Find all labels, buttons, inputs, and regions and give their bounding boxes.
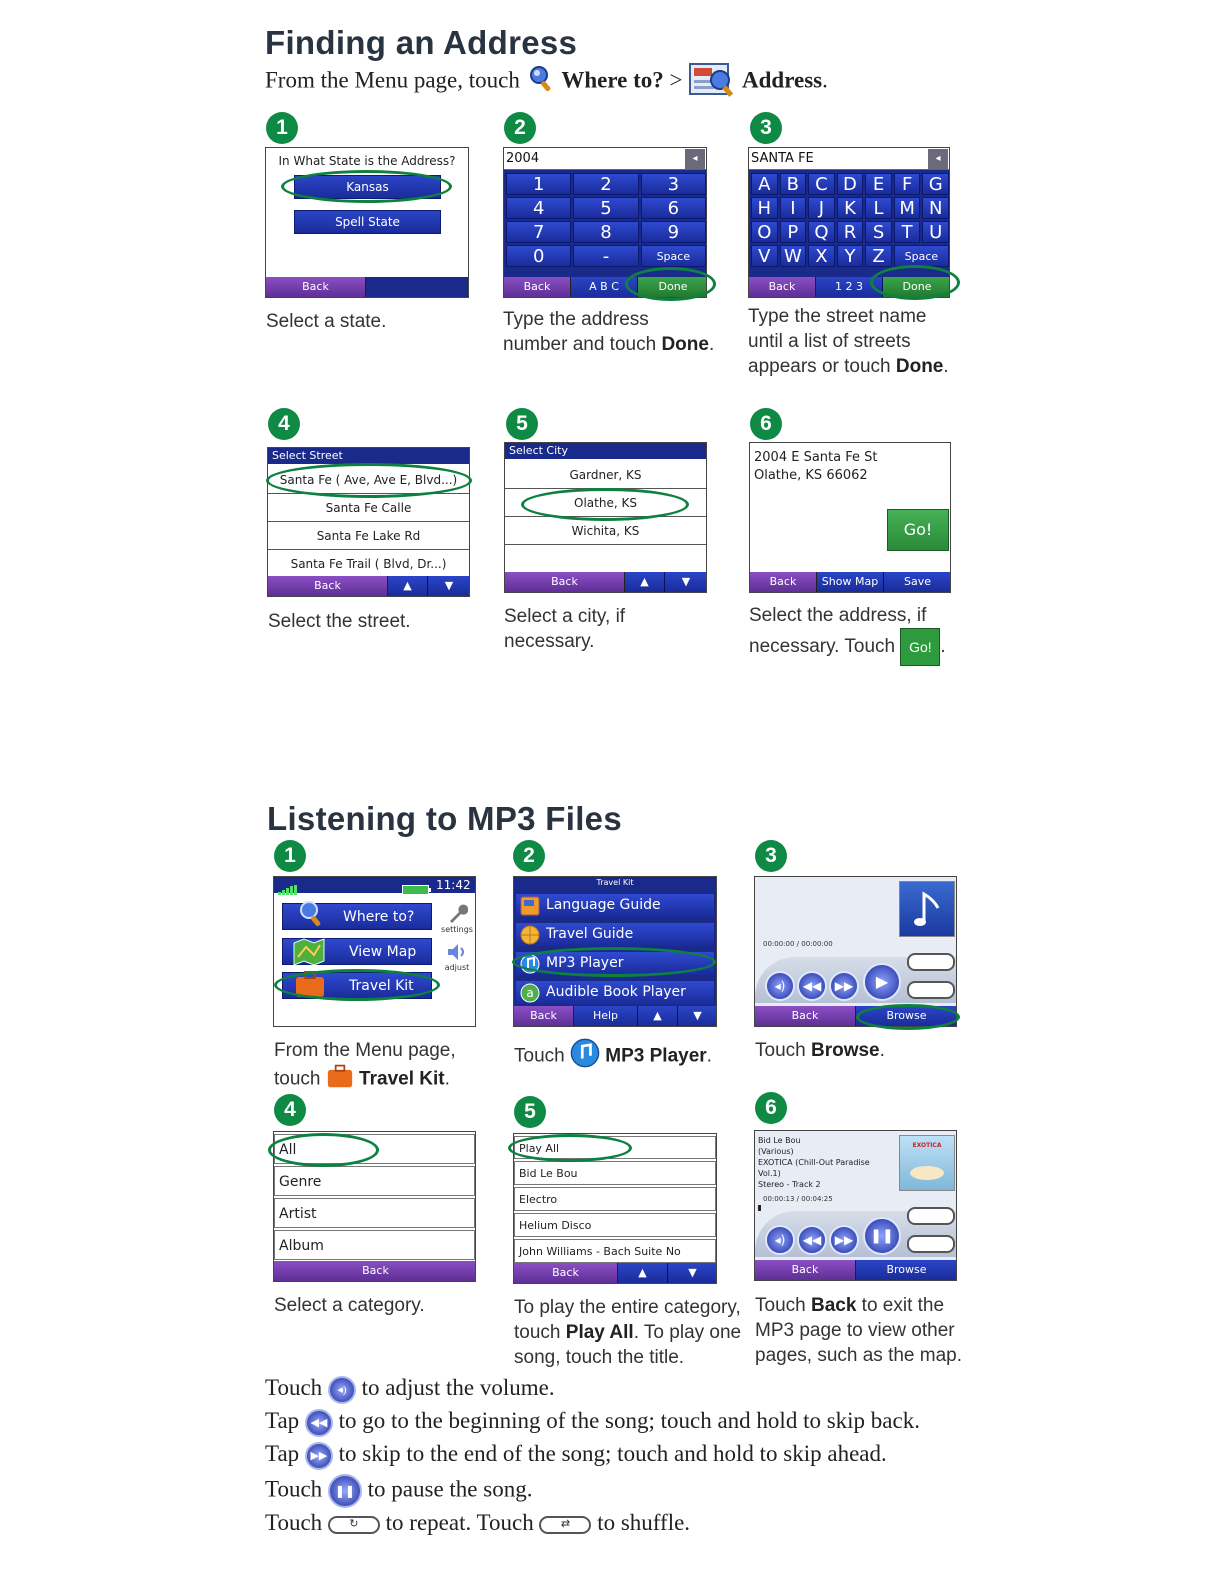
letter-key[interactable]: G bbox=[922, 173, 949, 195]
audible-book-player-item[interactable]: Audible Book Player bbox=[516, 981, 714, 1004]
tip-post: to adjust the volume. bbox=[361, 1375, 555, 1400]
address-line-1: 2004 E Santa Fe St bbox=[754, 450, 878, 465]
song-row[interactable]: John Williams - Bach Suite No bbox=[514, 1239, 716, 1263]
city-row[interactable]: Wichita, KS bbox=[505, 517, 706, 545]
caption-bold: Travel Kit bbox=[359, 1068, 445, 1090]
repeat-icon[interactable] bbox=[907, 1207, 955, 1225]
caption-line: . To play one bbox=[633, 1322, 742, 1343]
spell-state-button[interactable]: Spell State bbox=[294, 210, 441, 234]
street-row[interactable]: Santa Fe ( Ave, Ave E, Blvd...) bbox=[268, 466, 469, 494]
letter-key[interactable]: N bbox=[922, 197, 949, 219]
track-artist: (Various) bbox=[758, 1147, 794, 1156]
volume-icon[interactable]: ◂) bbox=[765, 1225, 795, 1255]
shuffle-icon[interactable] bbox=[907, 1235, 955, 1253]
screen-bottom-bar bbox=[268, 576, 469, 596]
caption-bold: Browse bbox=[810, 1040, 880, 1061]
caption-main-menu bbox=[274, 1038, 456, 1096]
number-key[interactable]: 2 bbox=[573, 173, 638, 195]
letter-key[interactable]: B bbox=[780, 173, 807, 195]
repeat-icon: ↻ bbox=[328, 1516, 380, 1534]
street-row[interactable]: Santa Fe Calle bbox=[268, 494, 469, 522]
repeat-icon[interactable] bbox=[907, 953, 955, 971]
caption-line: touch bbox=[274, 1068, 326, 1090]
letter-key[interactable]: M bbox=[894, 197, 921, 219]
street-row[interactable]: Santa Fe Trail ( Blvd, Dr...) bbox=[268, 550, 469, 578]
category-row[interactable]: Genre bbox=[274, 1166, 475, 1196]
intro-text: From the Menu page, touch bbox=[265, 67, 520, 93]
address-number-field[interactable]: 2004 bbox=[504, 148, 707, 170]
screen-main-menu bbox=[273, 876, 476, 1027]
number-key[interactable]: - bbox=[573, 245, 638, 267]
step-2-number: 2 bbox=[504, 112, 536, 144]
fast-forward-icon[interactable]: ▶▶ bbox=[829, 1225, 859, 1255]
scroll-down-button[interactable]: ▼ bbox=[668, 1263, 717, 1283]
show-map-button[interactable]: Show Map bbox=[817, 572, 884, 592]
magnifier-icon bbox=[296, 899, 326, 933]
number-key[interactable]: Space bbox=[641, 245, 706, 267]
highlight-oval bbox=[512, 947, 716, 977]
highlight-oval bbox=[625, 267, 716, 301]
caption-end: . bbox=[940, 636, 946, 658]
tip-rewind bbox=[265, 1408, 920, 1437]
letter-key[interactable]: I bbox=[780, 197, 807, 219]
back-button[interactable]: Back bbox=[514, 1006, 574, 1026]
letter-keypad bbox=[751, 173, 949, 267]
number-key[interactable]: 0 bbox=[506, 245, 571, 267]
back-button[interactable]: Back bbox=[750, 572, 817, 592]
signal-icon bbox=[278, 880, 300, 890]
caption-line: Select the address, if bbox=[749, 605, 927, 626]
caption-street-name bbox=[748, 304, 949, 379]
caption-end: . bbox=[444, 1068, 450, 1090]
caption-line: touch bbox=[514, 1322, 566, 1343]
caption-travel-kit bbox=[514, 1038, 712, 1075]
highlight-oval bbox=[521, 488, 689, 521]
travel-kit-button[interactable]: Travel Kit bbox=[282, 972, 432, 999]
screen-bottom-bar bbox=[274, 1261, 475, 1281]
tip-post: to skip to the end of the song; touch and hold to skip ahead. bbox=[338, 1441, 887, 1466]
number-key[interactable]: 3 bbox=[641, 173, 706, 195]
letter-key[interactable]: J bbox=[808, 197, 835, 219]
rewind-icon[interactable]: ◀◀ bbox=[797, 971, 827, 1001]
caption-select-city bbox=[504, 604, 625, 654]
track-album-cont: Vol.1) bbox=[758, 1169, 781, 1178]
letter-key[interactable]: O bbox=[751, 221, 778, 243]
caption-line: necessary. bbox=[504, 631, 595, 652]
save-button[interactable]: Save bbox=[884, 572, 951, 592]
screen-address-result bbox=[749, 442, 951, 593]
state-prompt: In What State is the Address? bbox=[278, 154, 456, 168]
play-icon[interactable]: ▶ bbox=[863, 963, 901, 1001]
letter-key[interactable]: K bbox=[837, 197, 864, 219]
where-to-button[interactable]: Where to? bbox=[282, 903, 432, 930]
scroll-up-button[interactable]: ▲ bbox=[618, 1263, 668, 1283]
letter-key[interactable]: E bbox=[865, 173, 892, 195]
back-button[interactable]: Back bbox=[755, 1006, 856, 1026]
step-1-number: 1 bbox=[266, 112, 298, 144]
highlight-oval bbox=[856, 1004, 960, 1030]
caption-line: to exit the bbox=[856, 1295, 945, 1316]
number-keypad bbox=[506, 173, 706, 267]
adjust-label: adjust bbox=[444, 963, 470, 972]
rewind-icon[interactable]: ◀◀ bbox=[797, 1225, 827, 1255]
scroll-down-button[interactable]: ▼ bbox=[428, 576, 470, 596]
letter-key[interactable]: Z bbox=[865, 245, 892, 267]
back-button[interactable]: Back bbox=[266, 277, 366, 297]
tip-post: to go to the beginning of the song; touch and hold to skip back. bbox=[338, 1408, 920, 1433]
fast-forward-icon: ▶▶ bbox=[305, 1442, 333, 1470]
caption-select-state: Select a state. bbox=[266, 311, 387, 332]
letter-key[interactable]: Q bbox=[808, 221, 835, 243]
step-3-number: 3 bbox=[755, 840, 787, 872]
music-note-icon bbox=[899, 881, 955, 937]
category-row[interactable]: All bbox=[274, 1134, 475, 1164]
tip-pre: Tap bbox=[265, 1441, 300, 1466]
tip-post: to pause the song. bbox=[367, 1476, 533, 1502]
caption-line: Type the address bbox=[503, 309, 649, 330]
screen-header: Select City bbox=[505, 443, 706, 459]
intro-dot: . bbox=[822, 67, 828, 93]
letter-key[interactable]: S bbox=[865, 221, 892, 243]
caption-line: number and touch bbox=[503, 334, 662, 355]
tip-volume bbox=[265, 1375, 555, 1404]
pause-icon: ❚❚ bbox=[328, 1474, 362, 1508]
address-icon bbox=[688, 60, 736, 104]
category-row[interactable]: Album bbox=[274, 1230, 475, 1260]
numbers-button[interactable]: 1 2 3 bbox=[816, 277, 883, 297]
caption-line: appears or touch bbox=[748, 356, 896, 377]
clock: 11:42 bbox=[436, 878, 471, 892]
scroll-up-button[interactable]: ▲ bbox=[638, 1006, 678, 1026]
number-key[interactable]: 7 bbox=[506, 221, 571, 243]
highlight-oval bbox=[274, 969, 440, 1001]
letter-key[interactable]: R bbox=[837, 221, 864, 243]
caption-line: Type the street name bbox=[748, 306, 927, 327]
book-icon bbox=[519, 895, 541, 921]
screen-bottom-bar bbox=[750, 572, 950, 592]
number-key[interactable]: 1 bbox=[506, 173, 571, 195]
caption-line: until a list of streets bbox=[748, 331, 911, 352]
fast-forward-icon[interactable]: ▶▶ bbox=[829, 971, 859, 1001]
map-icon bbox=[292, 937, 326, 969]
caption-line: Touch bbox=[755, 1040, 811, 1061]
caption-select-street: Select the street. bbox=[268, 611, 411, 632]
caption-bold: Back bbox=[810, 1295, 857, 1316]
tip-pre: Touch bbox=[265, 1510, 323, 1535]
caption-line: Touch bbox=[514, 1045, 570, 1067]
highlight-oval bbox=[268, 1133, 379, 1167]
caption-end: . bbox=[706, 1045, 712, 1067]
help-button[interactable]: Help bbox=[574, 1006, 638, 1026]
caption-mp3-player bbox=[755, 1038, 885, 1063]
scroll-up-button[interactable]: ▲ bbox=[388, 576, 428, 596]
shuffle-icon: ⇄ bbox=[539, 1516, 591, 1534]
scroll-up-button[interactable]: ▲ bbox=[625, 572, 665, 592]
caption-bold: Play All bbox=[565, 1322, 634, 1343]
caption-end: . bbox=[879, 1040, 885, 1061]
caption-song-list bbox=[514, 1295, 741, 1370]
kansas-button[interactable]: Kansas bbox=[294, 175, 441, 199]
play-all-row[interactable]: Play All bbox=[514, 1136, 716, 1159]
screen-bottom-bar bbox=[514, 1006, 716, 1026]
view-map-button[interactable]: View Map bbox=[282, 938, 432, 965]
browse-button[interactable]: Browse bbox=[856, 1006, 957, 1026]
back-button[interactable]: Back bbox=[514, 1263, 618, 1283]
back-button[interactable]: Back bbox=[749, 277, 816, 297]
caption-end: . bbox=[943, 356, 949, 377]
tip-forward bbox=[265, 1441, 887, 1470]
scroll-down-button[interactable]: ▼ bbox=[678, 1006, 717, 1026]
track-info bbox=[758, 1135, 870, 1190]
highlight-oval bbox=[870, 265, 960, 300]
screen-bottom-bar bbox=[505, 572, 706, 592]
scroll-down-button[interactable]: ▼ bbox=[665, 572, 707, 592]
abc-button[interactable]: A B C bbox=[571, 277, 638, 297]
street-row[interactable]: Santa Fe Lake Rd bbox=[268, 522, 469, 550]
tip-pre: Tap bbox=[265, 1408, 300, 1433]
step-3-number: 3 bbox=[750, 112, 782, 144]
pause-icon[interactable]: ❚❚ bbox=[863, 1217, 901, 1255]
city-row[interactable]: Olathe, KS bbox=[505, 489, 706, 517]
tip-pre: Touch bbox=[265, 1476, 323, 1502]
intro-address: Address bbox=[742, 67, 823, 93]
done-button[interactable]: Done bbox=[638, 277, 707, 297]
step-5-number: 5 bbox=[506, 408, 538, 440]
magnifier-icon bbox=[526, 64, 556, 100]
letter-key[interactable]: P bbox=[780, 221, 807, 243]
suitcase-icon bbox=[326, 1063, 354, 1096]
caption-categories: Select a category. bbox=[274, 1295, 425, 1316]
album-art bbox=[899, 1135, 955, 1191]
letter-key[interactable]: C bbox=[808, 173, 835, 195]
battery-icon bbox=[402, 880, 432, 890]
song-row[interactable]: Electro bbox=[514, 1187, 716, 1211]
caption-address-number bbox=[503, 307, 714, 357]
number-key[interactable]: 4 bbox=[506, 197, 571, 219]
number-key[interactable]: 8 bbox=[573, 221, 638, 243]
screen-bottom-bar bbox=[514, 1263, 716, 1283]
go-button[interactable]: Go! bbox=[887, 509, 949, 551]
tip-pre: Touch bbox=[265, 1375, 323, 1400]
intro-gt: > bbox=[669, 67, 683, 93]
done-button[interactable]: Done bbox=[883, 277, 950, 297]
rewind-icon: ◀◀ bbox=[305, 1409, 333, 1437]
letter-key[interactable]: U bbox=[922, 221, 949, 243]
step-1-number: 1 bbox=[274, 840, 306, 872]
settings-label: settings bbox=[441, 925, 473, 934]
letter-key[interactable]: F bbox=[894, 173, 921, 195]
go-icon: Go! bbox=[900, 628, 940, 666]
back-button[interactable]: Back bbox=[505, 572, 625, 592]
letter-key[interactable]: V bbox=[751, 245, 778, 267]
letter-key[interactable]: X bbox=[808, 245, 835, 267]
number-key[interactable]: 6 bbox=[641, 197, 706, 219]
letter-key[interactable]: T bbox=[894, 221, 921, 243]
letter-key[interactable]: D bbox=[837, 173, 864, 195]
tip-mid: to repeat. Touch bbox=[385, 1510, 534, 1535]
caption-bold: Done bbox=[895, 356, 944, 377]
letter-key[interactable]: L bbox=[865, 197, 892, 219]
step-4-number: 4 bbox=[274, 1094, 306, 1126]
backspace-button[interactable]: ◂ bbox=[685, 149, 705, 169]
audible-icon bbox=[519, 982, 541, 1008]
letter-key[interactable]: Y bbox=[837, 245, 864, 267]
letter-key[interactable]: A bbox=[751, 173, 778, 195]
category-row[interactable]: Artist bbox=[274, 1198, 475, 1228]
step-4-number: 4 bbox=[268, 408, 300, 440]
step-6-number: 6 bbox=[750, 408, 782, 440]
caption-line: MP3 page to view other bbox=[755, 1320, 955, 1341]
caption-line: To play the entire category, bbox=[514, 1297, 741, 1318]
number-key[interactable]: 5 bbox=[573, 197, 638, 219]
track-album: EXOTICA (Chill-Out Paradise bbox=[758, 1158, 870, 1167]
tip-pause bbox=[265, 1474, 532, 1508]
screen-header: Travel Kit bbox=[596, 878, 634, 887]
track-time: 00:00:13 / 00:04:25 bbox=[763, 1195, 833, 1203]
caption-line: pages, such as the map. bbox=[755, 1345, 963, 1366]
song-row[interactable]: Helium Disco bbox=[514, 1213, 716, 1237]
screen-now-playing bbox=[754, 1130, 957, 1281]
mp3-player-item[interactable]: MP3 Player bbox=[516, 952, 714, 975]
caption-now-playing bbox=[755, 1293, 962, 1368]
tip-repeat-shuffle bbox=[265, 1510, 690, 1536]
caption-address-result bbox=[749, 603, 946, 666]
caption-line: Touch bbox=[755, 1295, 811, 1316]
caption-line: song, touch the title. bbox=[514, 1347, 685, 1368]
caption-bold: MP3 Player bbox=[605, 1045, 707, 1067]
screen-bottom-bar bbox=[755, 1260, 956, 1280]
language-guide-item[interactable]: Language Guide bbox=[516, 894, 714, 917]
volume-icon: ◂) bbox=[328, 1376, 356, 1404]
backspace-button[interactable]: ◂ bbox=[928, 149, 948, 169]
letter-key[interactable]: W bbox=[780, 245, 807, 267]
caption-line: Select a city, if bbox=[504, 606, 626, 627]
finding-intro bbox=[265, 60, 828, 104]
step-6-number: 6 bbox=[755, 1092, 787, 1124]
letter-key[interactable]: Space bbox=[894, 245, 949, 267]
back-button[interactable]: Back bbox=[504, 277, 571, 297]
caption-bold: Done bbox=[661, 334, 709, 355]
back-button[interactable]: Back bbox=[268, 576, 388, 596]
track-title: Bid Le Bou bbox=[758, 1136, 801, 1145]
track-format: Stereo - Track 2 bbox=[758, 1180, 821, 1189]
travel-guide-item[interactable]: Travel Guide bbox=[516, 923, 714, 946]
browse-button[interactable]: Browse bbox=[856, 1260, 957, 1280]
caption-end: . bbox=[708, 334, 715, 355]
caption-line: necessary. Touch bbox=[749, 636, 901, 658]
section-title-mp3: Listening to MP3 Files bbox=[267, 800, 622, 837]
screen-bottom-bar bbox=[266, 277, 468, 297]
screen-header: Select Street bbox=[268, 448, 469, 464]
street-name-field[interactable]: SANTA FE bbox=[749, 148, 950, 170]
step-2-number: 2 bbox=[513, 840, 545, 872]
address-line-2: Olathe, KS 66062 bbox=[754, 468, 868, 483]
volume-icon[interactable]: ◂) bbox=[765, 971, 795, 1001]
shuffle-icon[interactable] bbox=[907, 981, 955, 999]
letter-key[interactable]: H bbox=[751, 197, 778, 219]
back-button[interactable]: Back bbox=[755, 1260, 856, 1280]
album-art-title: EXOTICA bbox=[912, 1142, 942, 1149]
globe-icon bbox=[519, 924, 541, 950]
song-row[interactable]: Bid Le Bou bbox=[514, 1161, 716, 1185]
highlight-oval bbox=[508, 1134, 632, 1162]
intro-where-to: Where to? bbox=[561, 67, 664, 93]
section-title-finding-address: Finding an Address bbox=[265, 24, 578, 61]
step-5-number: 5 bbox=[514, 1096, 546, 1128]
caption-line: From the Menu page, bbox=[274, 1040, 456, 1061]
track-time: 00:00:00 / 00:00:00 bbox=[763, 940, 833, 948]
tip-post: to shuffle. bbox=[597, 1510, 691, 1535]
city-row[interactable]: Gardner, KS bbox=[505, 461, 706, 489]
highlight-oval bbox=[266, 463, 472, 498]
music-note-icon bbox=[570, 1038, 600, 1075]
back-button[interactable]: Back bbox=[274, 1261, 476, 1281]
highlight-oval bbox=[281, 170, 452, 203]
number-key[interactable]: 9 bbox=[641, 221, 706, 243]
progress-bar bbox=[758, 1205, 761, 1211]
svg-text:a: a bbox=[526, 986, 534, 1000]
